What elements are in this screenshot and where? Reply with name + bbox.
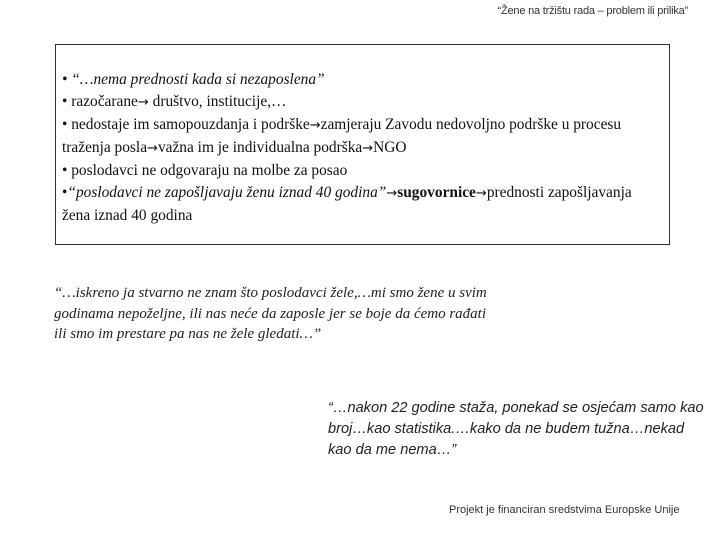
quote-1: “…iskreno ja stvarno ne znam što poslodavci žele,…mi smo žene u svim godinama nepoželjne, ili nas neće da zaposle jer se boje da ćemo rađati ili smo im prestare pa nas ne žele gledati…” <box>54 285 487 342</box>
footer-note: Projekt je financiran sredstvima Europske Unije <box>449 504 680 516</box>
bullet-5-text-d: prednosti zapošljavanja žena iznad 40 godina <box>62 184 632 224</box>
bullet-5-text-c: sugovornice <box>397 184 476 201</box>
bullet-3-text-a: • nedostaje im samopouzdanja i podrške <box>62 116 310 133</box>
bullet-2 <box>62 91 661 114</box>
bullet-1 <box>62 69 661 91</box>
arrow-right-icon: → <box>309 118 321 133</box>
bullet-box <box>55 44 670 245</box>
bullet-4-text: • poslodavci ne odgovaraju na molbe za posao <box>62 162 348 179</box>
bullet-3-text-c: važna im je individualna podrška <box>157 139 363 156</box>
bullet-5 <box>62 182 661 227</box>
arrow-right-icon: → <box>386 186 398 201</box>
bullet-2-text-b: društvo, institucije,… <box>148 93 287 110</box>
arrow-right-icon: → <box>362 141 374 156</box>
bullet-1-text: • “…nema prednosti kada si nezaposlena” <box>62 71 325 88</box>
arrow-right-icon: → <box>475 186 487 201</box>
bullet-5-text-b: “poslodavci ne zapošljavaju ženu iznad 40 godina” <box>67 184 387 201</box>
bullet-4 <box>62 160 661 182</box>
arrow-right-icon: → <box>147 141 158 156</box>
bullet-5-text-a: • <box>62 184 68 201</box>
quote-2: “…nakon 22 godine staža, ponekad se osjećam samo kao broj…kao statistika.…kako da ne budem tužna…nekad kao da me nema…” <box>328 400 704 458</box>
slide-header: “Žene na tržištu rada – problem ili prilika” <box>497 5 688 17</box>
bullet-2-text-a: • razočarane <box>62 93 138 110</box>
bullet-3-text-d: NGO <box>373 139 407 156</box>
bullet-3 <box>62 114 661 160</box>
arrow-right-icon: → <box>137 95 149 110</box>
bullet-3-text-b: zamjeraju Zavodu nedovoljno podrške u procesu traženja posla <box>62 116 622 156</box>
